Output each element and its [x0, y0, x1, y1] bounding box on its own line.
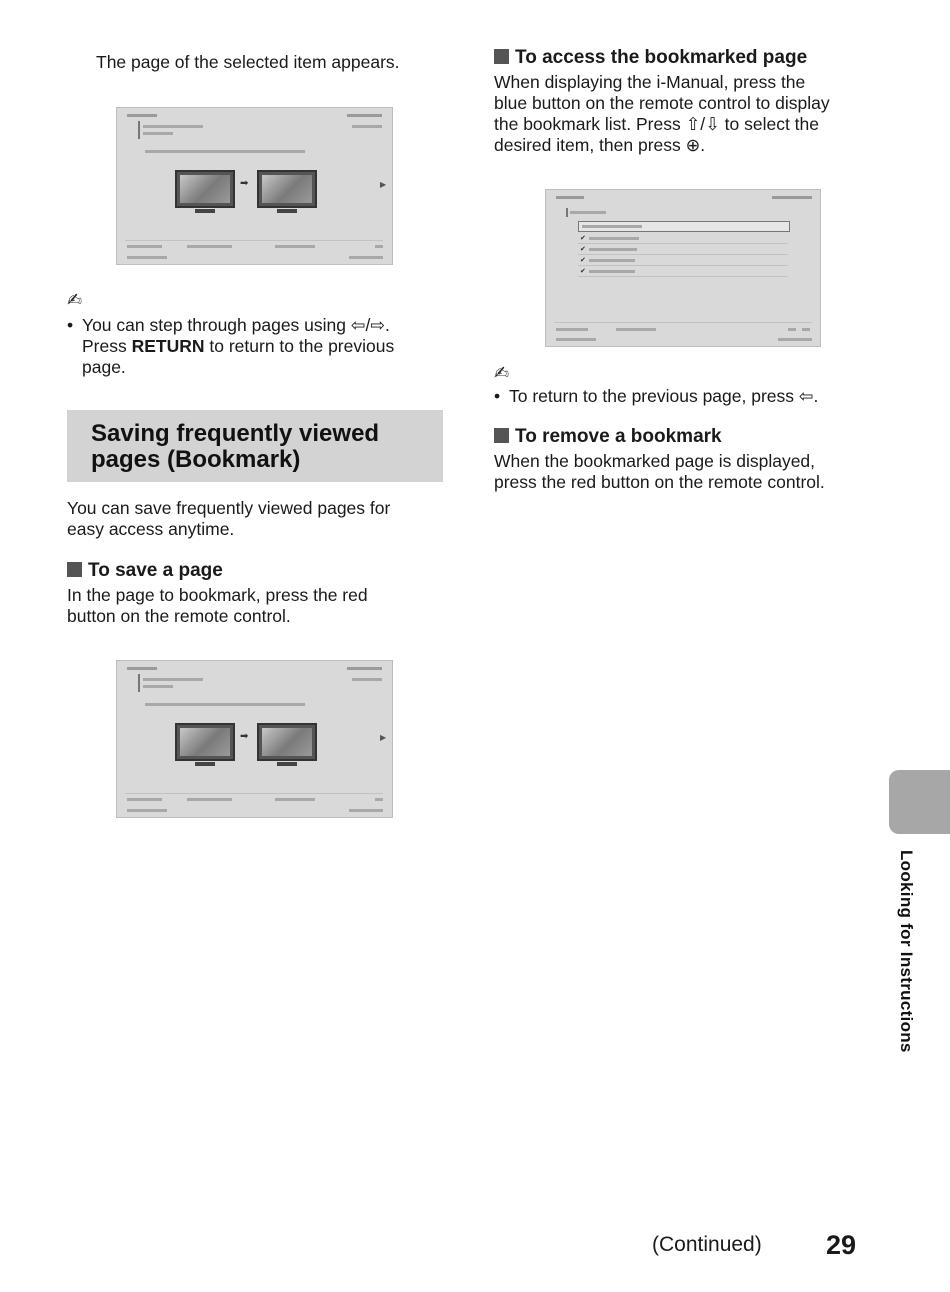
access-bookmark-line2: blue button on the remote control to display	[494, 93, 830, 113]
bookmark-save-screenshot: ➡ ▶	[116, 660, 393, 818]
memo-pencil-icon: ✍	[494, 363, 510, 384]
note-2-line: To return to the previous page, press ⇦.	[509, 386, 819, 406]
section-intro-line2: easy access anytime.	[67, 519, 235, 539]
access-bookmark-body	[494, 72, 830, 156]
note-1-line2	[82, 336, 394, 357]
save-page-title	[67, 560, 223, 582]
bullet-dot: •	[67, 315, 74, 335]
section-intro-line1: You can save frequently viewed pages for	[67, 498, 391, 518]
access-bookmark-line4: desired item, then press ⊕.	[494, 135, 706, 155]
access-bookmark-line1: When displaying the i-Manual, press the	[494, 72, 806, 92]
remove-bookmark-line1: When the bookmarked page is displayed,	[494, 451, 816, 471]
note-1	[67, 315, 447, 378]
note-1-line1: You can step through pages using ⇦/⇨.	[82, 315, 390, 335]
return-key-label: RETURN	[131, 336, 205, 356]
save-page-body	[67, 585, 368, 627]
section-heading-box	[67, 410, 443, 482]
note-1-line2-suffix: to return to the previous	[204, 336, 395, 356]
access-bookmark-title	[494, 47, 807, 69]
note-1-line2-prefix: Press	[82, 336, 132, 356]
memo-pencil-icon: ✍	[67, 290, 83, 311]
bullet-dot: •	[494, 386, 501, 406]
access-bookmark-line3: the bookmark list. Press ⇧/⇩ to select the	[494, 114, 820, 134]
square-bullet-icon	[494, 428, 509, 443]
chapter-side-tab	[889, 770, 950, 834]
remove-bookmark-title-text: To remove a bookmark	[515, 426, 722, 447]
section-heading-line2: pages (Bookmark)	[91, 446, 301, 473]
section-intro	[67, 498, 390, 540]
section-heading-line1: Saving frequently viewed	[91, 420, 380, 447]
note-2	[494, 386, 884, 407]
access-bookmark-title-text: To access the bookmarked page	[515, 47, 808, 68]
intro-line: The page of the selected item appears.	[96, 52, 400, 72]
page-number: 29	[826, 1230, 857, 1260]
remove-bookmark-line2: press the red button on the remote control.	[494, 472, 825, 492]
square-bullet-icon	[494, 49, 509, 64]
square-bullet-icon	[67, 562, 82, 577]
remove-bookmark-title	[494, 426, 722, 448]
chapter-side-label: Looking for Instructions	[897, 850, 916, 1053]
remove-bookmark-body	[494, 451, 825, 493]
save-page-title-text: To save a page	[88, 560, 223, 581]
bookmark-list-screenshot: ✔ ✔ ✔ ✔	[545, 189, 821, 347]
section-heading	[91, 421, 379, 473]
note-1-line3: page.	[82, 357, 126, 377]
continued-label: (Continued)	[652, 1233, 762, 1256]
i-manual-page-screenshot: ➡ ▶	[116, 107, 393, 265]
save-page-line1: In the page to bookmark, press the red	[67, 585, 368, 605]
save-page-line2: button on the remote control.	[67, 606, 291, 626]
